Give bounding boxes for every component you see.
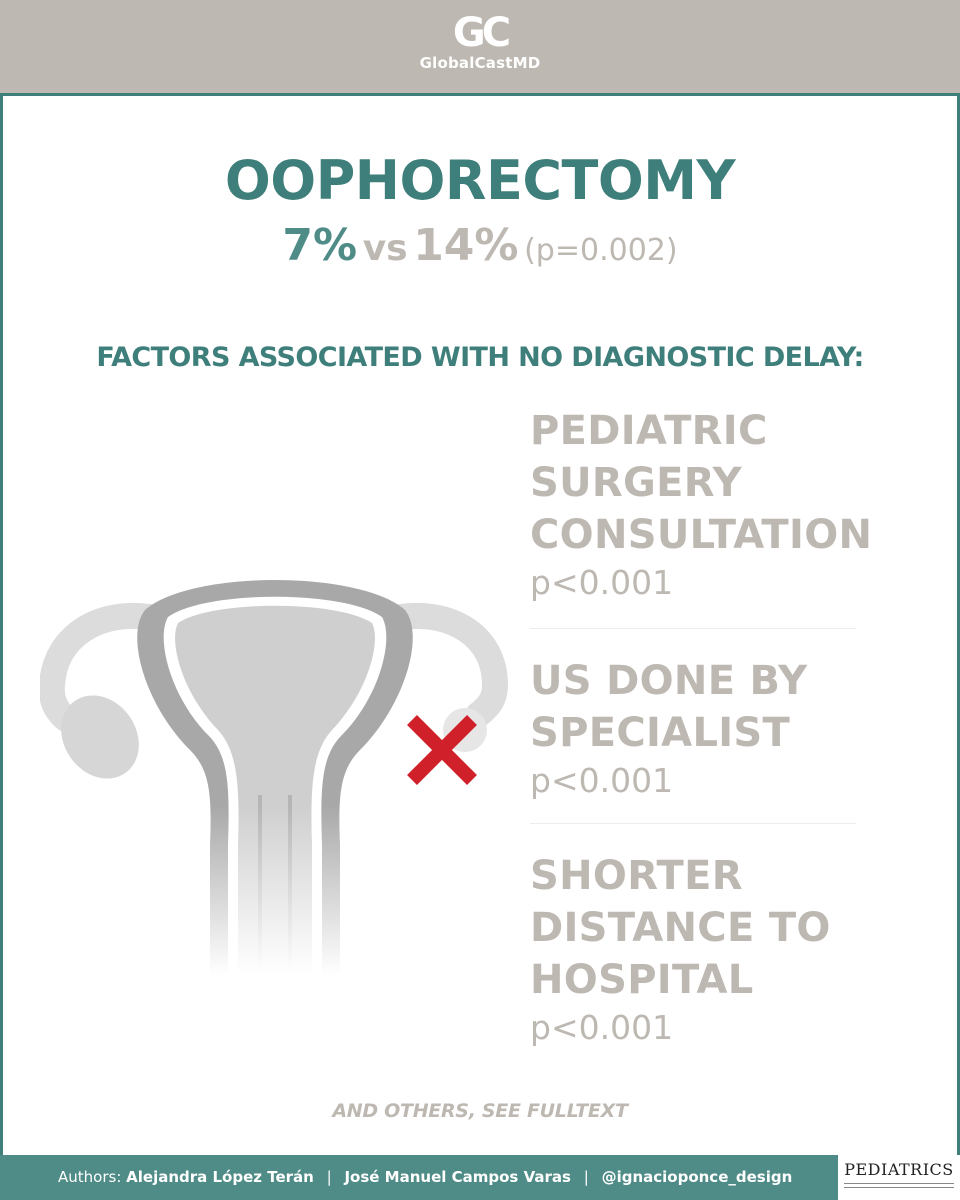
authors-line [58,1155,792,1200]
stat-comparison [0,218,960,283]
factor-item [530,850,950,1050]
journal-logo [838,1155,960,1200]
header-bar [0,0,960,96]
stat-p-value: (p=0.002) [524,233,678,268]
footer-bar [0,1155,960,1200]
journal-subtitle-rule [844,1183,954,1188]
factor-name: PEDIATRIC SURGERY CONSULTATION [530,408,873,558]
page-title: OOPHORECTOMY [224,149,736,212]
factor-p-value: p<0.001 [530,761,674,800]
stat-value-a: 7% [282,220,358,271]
factor-item [530,405,950,605]
section-subtitle: FACTORS ASSOCIATED WITH NO DIAGNOSTIC DELAY: [96,342,864,373]
journal-name: PEDIATRICS [844,1160,954,1179]
factor-item [530,655,950,803]
factor-p-value: p<0.001 [530,1008,674,1047]
footnote: AND OTHERS, SEE FULLTEXT [332,1100,628,1122]
factor-p-value: p<0.001 [530,563,674,602]
divider [530,628,856,629]
author-2: José Manuel Campos Varas [344,1168,571,1186]
brand-name: GlobalCastMD [419,54,541,72]
stat-vs: vs [362,228,408,269]
separator: | [583,1168,589,1186]
authors-label: Authors: [58,1168,122,1186]
divider [530,823,856,824]
factor-name: SHORTER DISTANCE TO HOSPITAL [530,853,831,1003]
globalcast-logo-icon: GC [452,10,508,56]
author-1: Alejandra López Terán [126,1168,314,1186]
factor-name: US DONE BY SPECIALIST [530,658,808,756]
right-fallopian-tube [400,616,495,715]
uterus-illustration [40,555,510,975]
designer-handle[interactable]: @ignacioponce_design [601,1168,793,1186]
separator: | [326,1168,332,1186]
stat-value-b: 14% [413,220,519,271]
